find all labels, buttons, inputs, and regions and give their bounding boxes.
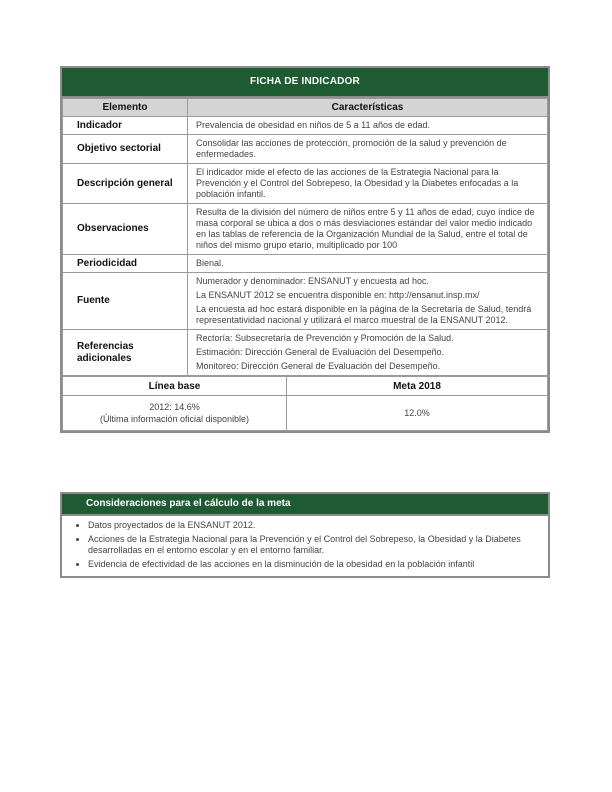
- baseline-goal-table: [62, 376, 548, 431]
- value-line: Numerador y denominador: ENSANUT y encuesta ad hoc.: [196, 276, 429, 286]
- value-line: Prevalencia de obesidad en niños de 5 a 11 años de edad.: [196, 120, 431, 130]
- col-header-characteristics: Características: [188, 99, 548, 117]
- value-line: El indicador mide el efecto de las acciones de la Estrategia Nacional para la Prevención y el Control del Sobrepeso, la Obesidad y la Diabetes enfocadas a la población infantil.: [196, 167, 519, 199]
- list-item: • Acciones de la Estrategia Nacional para la Prevención y el Control del Sobrepeso, la Obesidad y la Diabetes desarrolladas en el entorno escolar y en el entorno familiar.: [88, 534, 540, 557]
- row-value: [188, 135, 548, 164]
- baseline-note: (Última información oficial disponible): [99, 414, 250, 424]
- row-label: Descripción general: [63, 164, 188, 204]
- row-label: Indicador: [63, 117, 188, 135]
- indicator-sheet-title: FICHA DE INDICADOR: [62, 68, 548, 98]
- table-header-row: [63, 99, 548, 117]
- row-label: Observaciones: [63, 204, 188, 255]
- value-line: Estimación: Dirección General de Evaluación del Desempeño.: [196, 347, 445, 357]
- list-item: • Datos proyectados de la ENSANUT 2012.: [88, 520, 540, 532]
- list-item: • Evidencia de efectividad de las acciones en la disminución de la obesidad en la población infantil: [88, 559, 540, 571]
- value-line: Monitoreo: Dirección General de Evaluación del Desempeño.: [196, 361, 441, 371]
- baseline-goal-value-row: [63, 396, 548, 431]
- col-header-element: Elemento: [63, 99, 188, 117]
- row-indicador: [63, 117, 548, 135]
- row-periodicidad: [63, 255, 548, 273]
- row-value: [188, 117, 548, 135]
- row-value: [188, 330, 548, 376]
- row-label: Referencias adicionales: [63, 330, 188, 376]
- row-value: [188, 255, 548, 273]
- baseline-cell: [63, 396, 287, 431]
- baseline-value: 2012: 14.6%: [149, 402, 200, 412]
- value-line: La encuesta ad hoc estará disponible en la página de la Secretaría de Salud, tendrá representatividad nacional y utilizará el marco muestral de la ENSANUT 2012.: [196, 304, 532, 325]
- considerations-title: Consideraciones para el cálculo de la meta: [62, 494, 548, 516]
- row-label: Objetivo sectorial: [63, 135, 188, 164]
- considerations-list: [62, 520, 548, 570]
- baseline-header: Línea base: [63, 377, 287, 396]
- row-referencias-adicionales: [63, 330, 548, 376]
- indicator-sheet: [60, 66, 550, 433]
- value-line: Resulta de la división del número de niños entre 5 y 11 años de edad, cuyo índice de masa corporal se ubica a dos o más desviaciones estándar del valor medio indicado en las tablas de referencia de la Organización Mundial de la Salud, entre el total de niños del mismo grupo etario, multiplicado por 100: [196, 207, 535, 250]
- row-label: Periodicidad: [63, 255, 188, 273]
- value-line: Bienal.: [196, 258, 224, 268]
- row-value: [188, 273, 548, 330]
- goal-value: 12.0%: [287, 396, 548, 431]
- row-objetivo-sectorial: [63, 135, 548, 164]
- value-line: Consolidar las acciones de protección, promoción de la salud y prevención de enfermedades.: [196, 138, 507, 159]
- baseline-goal-header-row: [63, 377, 548, 396]
- row-value: [188, 204, 548, 255]
- row-label: Fuente: [63, 273, 188, 330]
- value-line: La ENSANUT 2012 se encuentra disponible en: http://ensanut.insp.mx/: [196, 290, 480, 300]
- row-descripcion-general: [63, 164, 548, 204]
- row-observaciones: [63, 204, 548, 255]
- value-line: Rectoría: Subsecretaría de Prevención y Promoción de la Salud.: [196, 333, 454, 343]
- goal-header: Meta 2018: [287, 377, 548, 396]
- indicator-table: [62, 98, 548, 376]
- row-fuente: [63, 273, 548, 330]
- row-value: [188, 164, 548, 204]
- considerations-box: [60, 492, 550, 578]
